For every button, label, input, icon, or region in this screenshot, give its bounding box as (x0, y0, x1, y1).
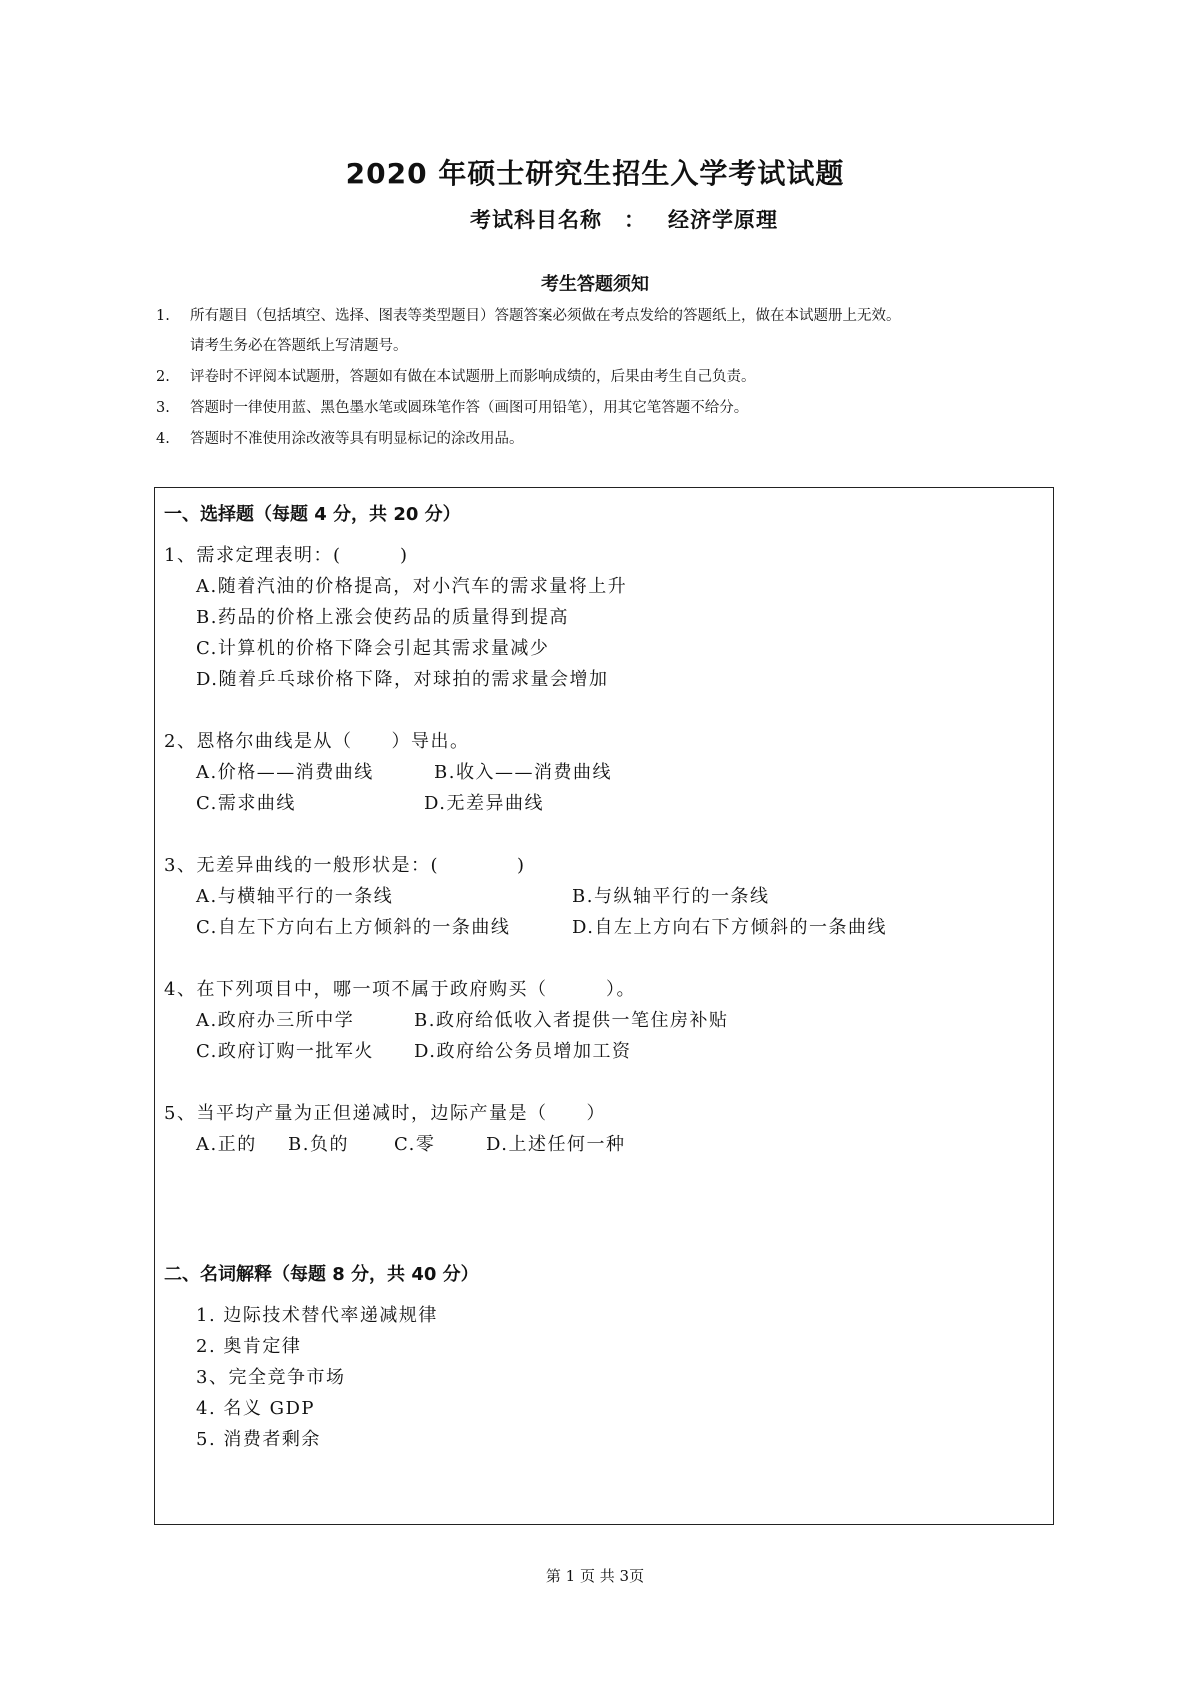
notice-item-text: 请考生务必在答题纸上写清题号。 (190, 338, 408, 354)
option-c: C.政府订购一批军火 (196, 1041, 374, 1062)
option-b: B.与纵轴平行的一条线 (572, 886, 770, 907)
option-d: D.随着乒乓球价格下降，对球拍的需求量会增加 (196, 669, 609, 690)
section-heading-terms: 二、名词解释（每题 8 分，共 40 分） (164, 1264, 479, 1285)
option-d: D.政府给公务员增加工资 (414, 1041, 632, 1062)
subject-label: 考试科目名称 (470, 208, 602, 232)
question-stem: 3、无差异曲线的一般形状是：( ) (164, 855, 526, 876)
page-number: 第 1 页 共 3页 (545, 1567, 645, 1585)
option-b: B.收入——消费曲线 (434, 762, 612, 783)
notice-item-number: 4. (156, 431, 170, 447)
question-stem: 5、当平均产量为正但递减时，边际产量是（ ） (164, 1103, 606, 1124)
question-stem: 1、需求定理表明：( ) (164, 545, 409, 566)
option-d: D.无差异曲线 (424, 793, 545, 814)
term-item: 1. 边际技术替代率递减规律 (196, 1305, 438, 1326)
notice-item-text: 评卷时不评阅本试题册，答题如有做在本试题册上而影响成绩的，后果由考生自己负责。 (190, 369, 756, 385)
notice-item (156, 429, 524, 449)
notice-item-number: 1. (156, 308, 170, 324)
question-stem: 2、恩格尔曲线是从（ ）导出。 (164, 731, 470, 752)
notice-item-text: 所有题目（包括填空、选择、图表等类型题目）答题答案必须做在考点发给的答题纸上，做在本试题册上无效。 (190, 308, 901, 324)
option-c: C.需求曲线 (196, 793, 296, 814)
notice-item (156, 306, 901, 326)
notice-title: 考生答题须知 (541, 274, 649, 295)
term-item: 4. 名义 GDP (196, 1398, 316, 1419)
option-a: A.与横轴平行的一条线 (196, 886, 394, 907)
exam-title: 2020 年硕士研究生招生入学考试试题 (345, 157, 845, 190)
notice-item (156, 367, 756, 387)
option-c: C.零 (394, 1134, 436, 1155)
notice-item-number: 2. (156, 369, 170, 385)
option-a: A.价格——消费曲线 (196, 762, 374, 783)
term-item: 3、完全竞争市场 (196, 1367, 346, 1388)
option-a: A.随着汽油的价格提高，对小汽车的需求量将上升 (196, 576, 628, 597)
subject-value: 经济学原理 (668, 208, 778, 232)
option-a: A.政府办三所中学 (196, 1010, 355, 1031)
option-b: B.负的 (288, 1134, 349, 1155)
term-item: 2. 奥肯定律 (196, 1336, 302, 1357)
term-item: 5. 消费者剩余 (196, 1429, 321, 1450)
notice-item-text: 答题时不准使用涂改液等具有明显标记的涂改用品。 (190, 431, 524, 447)
section-heading-choice: 一、选择题（每题 4 分，共 20 分） (164, 504, 461, 525)
option-b: B.药品的价格上涨会使药品的质量得到提高 (196, 607, 569, 628)
option-d: D.上述任何一种 (486, 1134, 626, 1155)
option-c: C.自左下方向右上方倾斜的一条曲线 (196, 917, 511, 938)
exam-subject (470, 204, 778, 234)
option-c: C.计算机的价格下降会引起其需求量减少 (196, 638, 550, 659)
notice-item-text: 答题时一律使用蓝、黑色墨水笔或圆珠笔作答（画图可用铅笔），用其它笔答题不给分。 (190, 400, 749, 416)
subject-separator: ： (624, 208, 646, 232)
notice-item-number: 3. (156, 400, 170, 416)
option-b: B.政府给低收入者提供一笔住房补贴 (414, 1010, 729, 1031)
option-a: A.正的 (196, 1134, 257, 1155)
notice-item (156, 398, 748, 418)
question-stem: 4、在下列项目中，哪一项不属于政府购买（ ）。 (164, 979, 636, 1000)
notice-item-continuation (156, 336, 408, 356)
option-d: D.自左上方向右下方倾斜的一条曲线 (572, 917, 888, 938)
